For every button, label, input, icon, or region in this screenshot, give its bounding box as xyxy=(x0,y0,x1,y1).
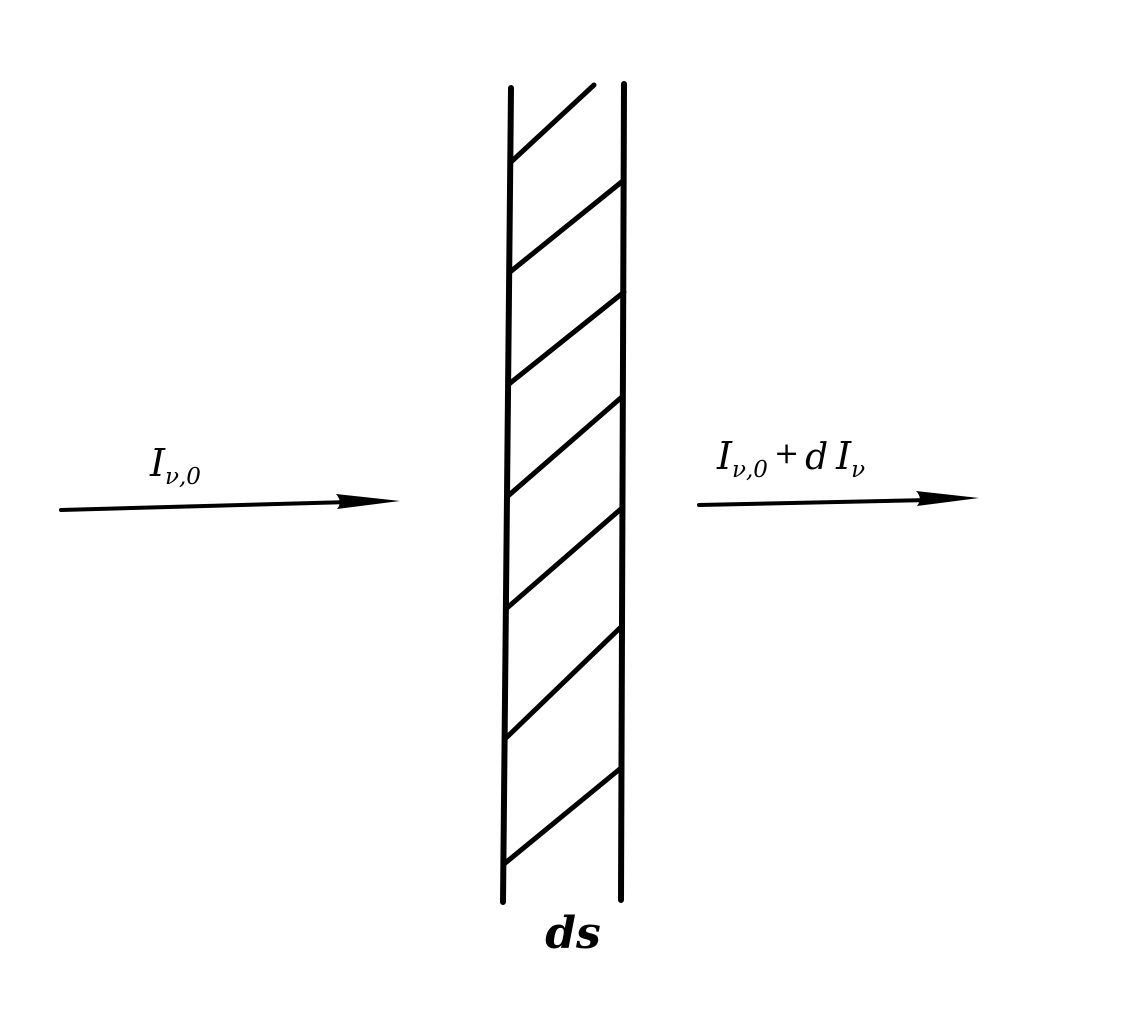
incident-subscript: ν,0 xyxy=(165,464,201,490)
emergent-arrow xyxy=(699,491,979,506)
increment-symbol: I xyxy=(836,434,852,478)
incident-symbol: I xyxy=(150,441,166,485)
increment-subscript: ν xyxy=(851,457,866,483)
hatch-line xyxy=(506,626,622,738)
emergent-subscript: ν,0 xyxy=(732,457,768,483)
hatch-line xyxy=(509,292,624,384)
slab-right-wall xyxy=(621,84,624,900)
emergent-symbol: I xyxy=(717,434,733,478)
incident-arrow xyxy=(61,494,400,510)
hatch-line xyxy=(504,768,621,864)
differential-d: d xyxy=(805,437,829,478)
hatch-line xyxy=(510,180,624,272)
slab xyxy=(503,84,624,902)
hatch-line xyxy=(508,396,623,496)
hatch-line xyxy=(507,508,622,608)
emergent-arrowhead xyxy=(916,491,979,506)
slab-hatching xyxy=(504,85,624,864)
incident-intensity-label xyxy=(149,441,201,490)
hatch-line xyxy=(511,85,594,162)
emergent-intensity-label xyxy=(716,434,865,483)
incident-arrowhead xyxy=(336,494,400,509)
plus-operator: + xyxy=(773,436,800,471)
thickness-label: ds xyxy=(545,908,601,959)
